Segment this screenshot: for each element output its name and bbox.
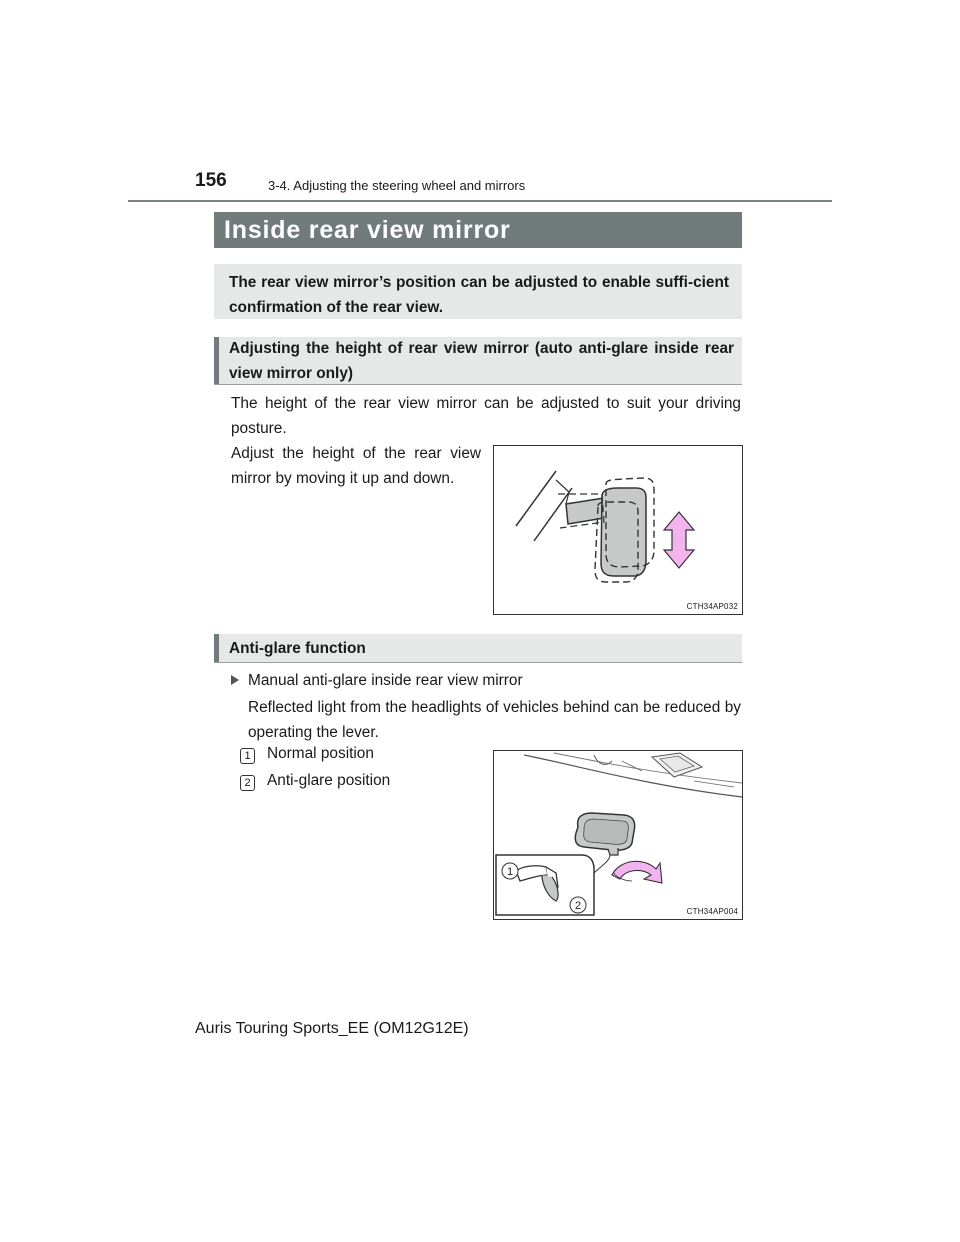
svg-text:2: 2 [574, 900, 582, 912]
intro-text: The rear view mirror’s position can be adjusted to enable suffi-cient confirmation of the rear view. [229, 274, 729, 316]
item-label: Anti-glare position [267, 772, 391, 789]
paragraph-antiglare: Reflected light from the headlights of vehicles behind can be reduced by operating the lever. [248, 699, 741, 741]
section-heading-antiglare [214, 634, 742, 663]
svg-text:1: 1 [506, 866, 514, 878]
title-bar [214, 212, 742, 248]
figure-code: CTH34AP032 [686, 602, 738, 611]
section-marker [214, 634, 219, 662]
header-rule [128, 200, 832, 202]
bullet-triangle-icon [231, 675, 239, 685]
section-heading-text: Adjusting the height of rear view mirror (auto anti-glare inside rear view mirror only) [229, 340, 734, 382]
item-number-badge: 2 [240, 775, 255, 791]
section-marker [214, 337, 219, 384]
page-title: Inside rear view mirror [224, 216, 511, 244]
section-heading-height [214, 337, 742, 385]
item-number-badge: 1 [240, 748, 255, 764]
item-label: Normal position [267, 745, 374, 762]
bullet-text: Manual anti-glare inside rear view mirror [248, 672, 523, 689]
bullet-item [248, 668, 698, 693]
mirror-height-illustration [494, 446, 742, 614]
footer-model: Auris Touring Sports_EE (OM12G12E) [195, 1020, 469, 1037]
figure-code: CTH34AP004 [686, 907, 738, 916]
figure-mirror-antiglare [493, 750, 743, 920]
paragraph-height-intro: The height of the rear view mirror can be adjusted to suit your driving posture. [231, 395, 741, 437]
mirror-antiglare-illustration [494, 751, 742, 919]
section-heading-text: Anti-glare function [229, 640, 366, 657]
intro-box [214, 264, 742, 319]
running-head: 3-4. Adjusting the steering wheel and mirrors [268, 178, 526, 193]
figure-mirror-height [493, 445, 743, 615]
page-number: 156 [195, 170, 227, 191]
paragraph-height-instruction: Adjust the height of the rear view mirror by moving it up and down. [231, 445, 481, 487]
